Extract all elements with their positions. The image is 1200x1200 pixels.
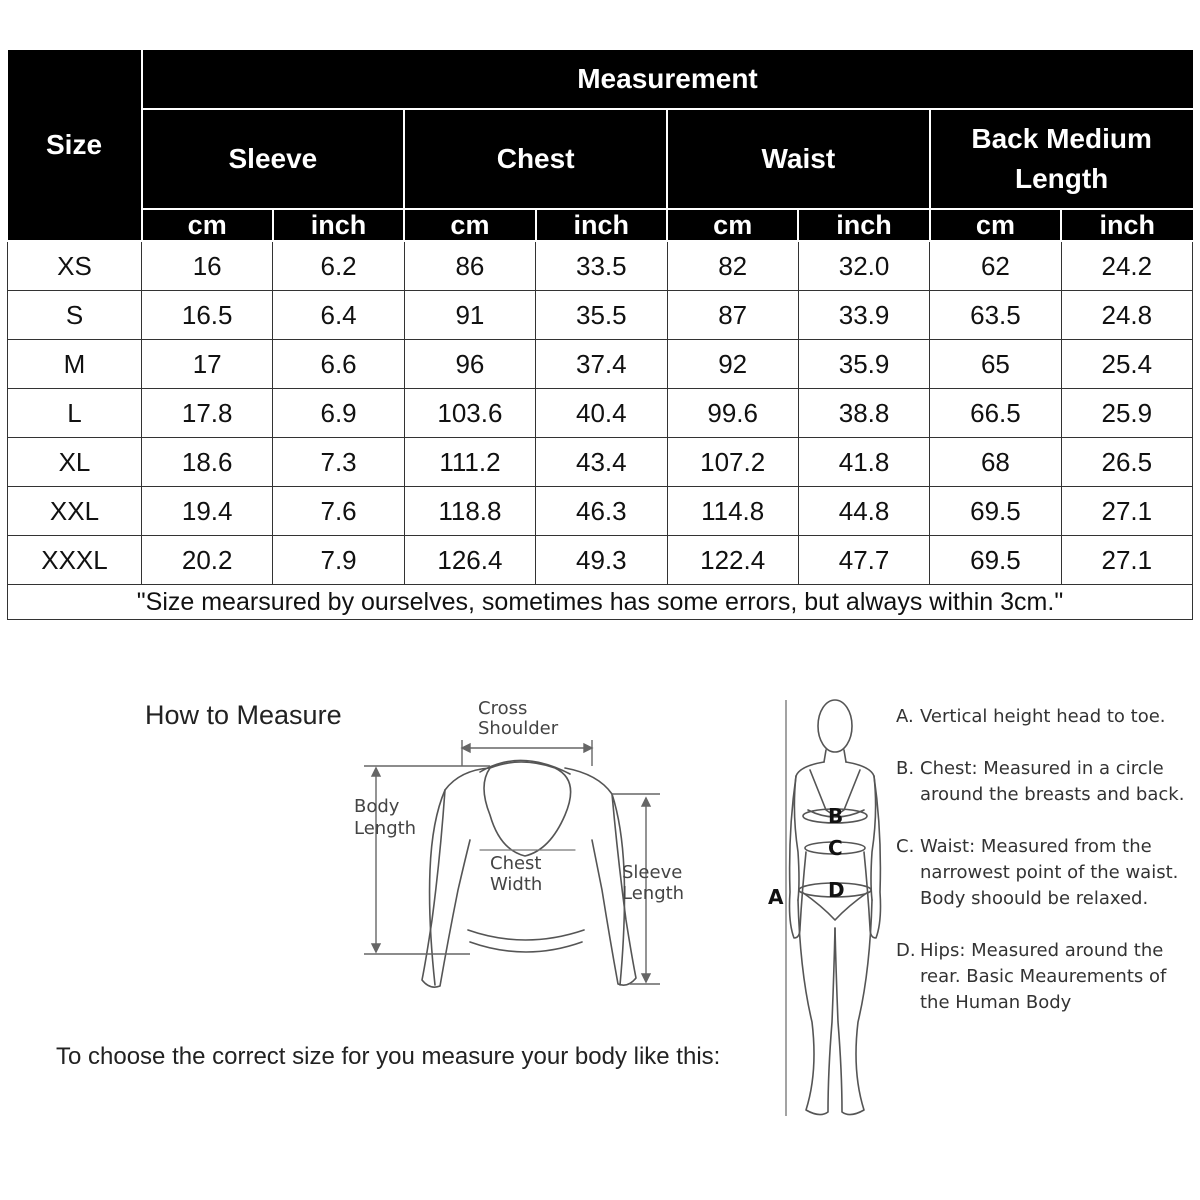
body-letter-d: D	[828, 878, 845, 902]
size-cell: XXXL	[8, 536, 142, 585]
unit-header: cm	[930, 209, 1061, 241]
table-cell: 27.1	[1061, 487, 1192, 536]
table-cell: 37.4	[536, 340, 667, 389]
table-row	[8, 536, 1193, 585]
unit-header: cm	[142, 209, 273, 241]
back-length-header: Back Medium Length	[930, 109, 1193, 209]
waist-header: Waist	[667, 109, 930, 209]
table-row	[8, 291, 1193, 340]
table-cell: 69.5	[930, 536, 1061, 585]
table-cell: 24.8	[1061, 291, 1192, 340]
note-row	[8, 585, 1193, 620]
body-figure-diagram	[760, 692, 900, 1132]
definition-letter: C.	[896, 836, 915, 857]
table-cell: 69.5	[930, 487, 1061, 536]
table-cell: 44.8	[798, 487, 929, 536]
table-cell: 96	[404, 340, 535, 389]
body-letter-b: B	[828, 804, 844, 828]
table-cell: 24.2	[1061, 241, 1192, 291]
table-cell: 16	[142, 241, 273, 291]
table-cell: 6.6	[273, 340, 404, 389]
definition-text: Hips: Measured around the rear. Basic Meaurements of the Human Body	[920, 940, 1167, 1013]
table-cell: 43.4	[536, 438, 667, 487]
table-cell: 7.9	[273, 536, 404, 585]
table-cell: 38.8	[798, 389, 929, 438]
table-cell: 17.8	[142, 389, 273, 438]
definition-b	[896, 756, 1186, 808]
table-row	[8, 438, 1193, 487]
table-cell: 111.2	[404, 438, 535, 487]
definition-letter: B.	[896, 758, 915, 779]
table-cell: 18.6	[142, 438, 273, 487]
unit-header: cm	[404, 209, 535, 241]
table-cell: 27.1	[1061, 536, 1192, 585]
table-cell: 6.2	[273, 241, 404, 291]
body-letter-a: A	[768, 885, 784, 909]
unit-header: cm	[667, 209, 798, 241]
table-cell: 82	[667, 241, 798, 291]
table-cell: 91	[404, 291, 535, 340]
table-cell: 17	[142, 340, 273, 389]
table-cell: 33.5	[536, 241, 667, 291]
table-cell: 68	[930, 438, 1061, 487]
table-cell: 16.5	[142, 291, 273, 340]
table-row	[8, 487, 1193, 536]
cross-shoulder-label: Cross	[478, 698, 528, 719]
table-cell: 86	[404, 241, 535, 291]
table-cell: 107.2	[667, 438, 798, 487]
table-cell: 33.9	[798, 291, 929, 340]
size-header: Size	[8, 50, 142, 241]
table-cell: 46.3	[536, 487, 667, 536]
table-cell: 87	[667, 291, 798, 340]
table-cell: 62	[930, 241, 1061, 291]
table-cell: 7.3	[273, 438, 404, 487]
table-row	[8, 340, 1193, 389]
table-cell: 126.4	[404, 536, 535, 585]
sleeve-length-label: Length	[622, 883, 685, 904]
body-length-label: Body	[354, 796, 400, 817]
size-note: "Size mearsured by ourselves, sometimes has some errors, but always within 3cm."	[8, 585, 1193, 620]
definition-text: Chest: Measured in a circle around the breasts and back.	[920, 758, 1185, 805]
table-cell: 25.9	[1061, 389, 1192, 438]
body-length-label: Length	[354, 818, 417, 839]
table-cell: 63.5	[930, 291, 1061, 340]
body-letter-c: C	[828, 836, 843, 860]
table-cell: 19.4	[142, 487, 273, 536]
size-cell: L	[8, 389, 142, 438]
chest-width-label: Width	[490, 874, 543, 895]
table-cell: 35.5	[536, 291, 667, 340]
sleeve-length-label: Sleeve	[622, 862, 683, 883]
sweater-diagram	[340, 690, 700, 1000]
sleeve-header: Sleeve	[142, 109, 405, 209]
table-row	[8, 241, 1193, 291]
table-row	[8, 389, 1193, 438]
unit-header: inch	[798, 209, 929, 241]
size-cell: XL	[8, 438, 142, 487]
table-cell: 103.6	[404, 389, 535, 438]
size-cell: S	[8, 291, 142, 340]
table-cell: 47.7	[798, 536, 929, 585]
table-cell: 118.8	[404, 487, 535, 536]
choose-size-text: To choose the correct size for you measure your body like this:	[56, 1043, 721, 1070]
table-cell: 114.8	[667, 487, 798, 536]
measurement-header: Measurement	[142, 50, 1193, 109]
chest-width-label: Chest	[490, 853, 542, 874]
definition-text: Vertical height head to toe.	[920, 706, 1166, 727]
how-to-measure-title: How to Measure	[145, 700, 342, 730]
table-cell: 25.4	[1061, 340, 1192, 389]
chest-header: Chest	[404, 109, 667, 209]
size-cell: XS	[8, 241, 142, 291]
definition-c	[896, 834, 1186, 912]
unit-header: inch	[1061, 209, 1192, 241]
unit-header: inch	[273, 209, 404, 241]
definition-a	[896, 704, 1186, 730]
table-cell: 40.4	[536, 389, 667, 438]
table-cell: 66.5	[930, 389, 1061, 438]
table-cell: 32.0	[798, 241, 929, 291]
definition-d	[896, 938, 1186, 1016]
table-cell: 26.5	[1061, 438, 1192, 487]
definition-letter: A.	[896, 706, 914, 727]
table-cell: 49.3	[536, 536, 667, 585]
size-cell: XXL	[8, 487, 142, 536]
size-chart-table	[7, 50, 1193, 620]
table-cell: 41.8	[798, 438, 929, 487]
measurement-definitions	[896, 704, 1186, 1042]
cross-shoulder-label: Shoulder	[478, 718, 559, 739]
table-cell: 99.6	[667, 389, 798, 438]
table-cell: 20.2	[142, 536, 273, 585]
definition-letter: D.	[896, 940, 916, 961]
table-cell: 92	[667, 340, 798, 389]
size-cell: M	[8, 340, 142, 389]
table-cell: 6.9	[273, 389, 404, 438]
definition-text: Waist: Measured from the narrowest point of the waist. Body shoould be relaxed.	[920, 836, 1179, 909]
table-cell: 35.9	[798, 340, 929, 389]
table-cell: 65	[930, 340, 1061, 389]
table-cell: 7.6	[273, 487, 404, 536]
table-cell: 122.4	[667, 536, 798, 585]
unit-header: inch	[536, 209, 667, 241]
table-cell: 6.4	[273, 291, 404, 340]
